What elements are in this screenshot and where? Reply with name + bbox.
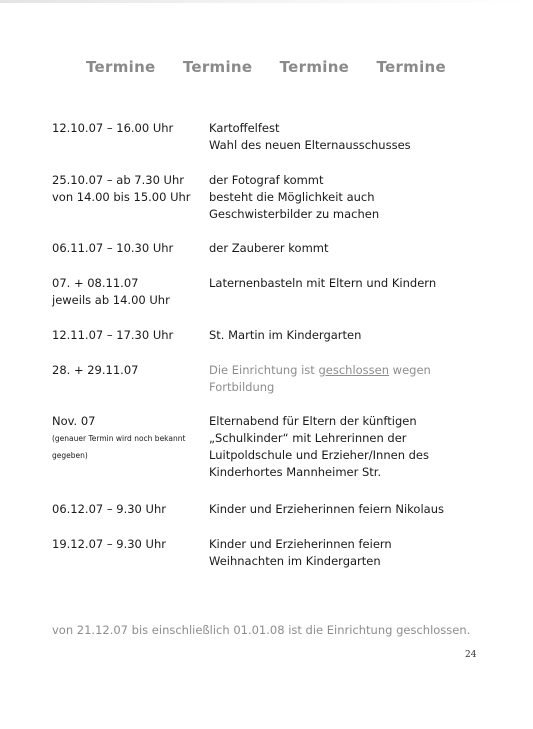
entry-event <box>209 413 479 481</box>
event-text: wegen <box>389 363 431 377</box>
event-line: St. Martin im Kindergarten <box>209 328 362 342</box>
entry-date <box>52 275 202 309</box>
date-line: 19.12.07 – 9.30 Uhr <box>52 537 166 551</box>
heading-word: Termine <box>376 58 446 76</box>
entry-date <box>52 172 202 206</box>
event-line: Kinderhortes Mannheimer Str. <box>209 465 382 479</box>
page-number: 24 <box>465 650 477 660</box>
entry-date <box>52 413 202 464</box>
event-line: Fortbildung <box>209 380 275 394</box>
date-line: 28. + 29.11.07 <box>52 363 139 377</box>
event-text-underlined: geschlossen <box>318 363 390 377</box>
event-line <box>209 362 479 379</box>
event-line: besteht die Möglichkeit auch <box>209 190 375 204</box>
event-line: Laternenbasteln mit Eltern und Kindern <box>209 276 437 290</box>
entry-date <box>52 240 202 257</box>
date-note: (genauer Termin wird noch bekannt gegeben) <box>52 434 186 460</box>
event-text: Die Einrichtung ist <box>209 363 319 377</box>
event-line: Wahl des neuen Elternausschusses <box>209 138 411 152</box>
event-line: Geschwisterbilder zu machen <box>209 207 380 221</box>
date-line: Nov. 07 <box>52 414 96 428</box>
entry-date <box>52 501 202 518</box>
date-line: 12.10.07 – 16.00 Uhr <box>52 121 174 135</box>
entry-event <box>209 327 479 344</box>
event-line: der Fotograf kommt <box>209 173 324 187</box>
entry-date <box>52 120 202 137</box>
date-line: jeweils ab 14.00 Uhr <box>52 293 170 307</box>
entry-event <box>209 240 479 257</box>
entry-event <box>209 501 479 518</box>
closing-note: von 21.12.07 bis einschließlich 01.01.08 ist die Einrichtung geschlossen. <box>52 623 471 637</box>
event-line: Kartoffelfest <box>209 121 280 135</box>
heading-word: Termine <box>182 58 253 76</box>
event-line: Kinder und Erzieherinnen feiern <box>209 537 392 551</box>
entry-date <box>52 327 202 344</box>
event-line: der Zauberer kommt <box>209 241 329 255</box>
date-line: 12.11.07 – 17.30 Uhr <box>52 328 174 342</box>
event-line: Elternabend für Eltern der künftigen <box>209 414 417 428</box>
event-line: Luitpoldschule und Erzieher/Innen des <box>209 448 429 462</box>
heading-word: Termine <box>86 58 156 76</box>
heading-word: Termine <box>279 58 350 76</box>
entry-date <box>52 362 202 379</box>
date-line: 07. + 08.11.07 <box>52 276 139 290</box>
entry-date <box>52 536 202 553</box>
entry-event <box>209 120 479 154</box>
entry-event <box>209 172 479 223</box>
event-line: „Schulkinder“ mit Lehrerinnen der <box>209 431 407 445</box>
date-line: 06.12.07 – 9.30 Uhr <box>52 502 166 516</box>
date-line: 25.10.07 – ab 7.30 Uhr <box>52 173 184 187</box>
date-line: von 14.00 bis 15.00 Uhr <box>52 190 191 204</box>
event-line: Kinder und Erzieherinnen feiern Nikolaus <box>209 502 444 516</box>
entry-event <box>209 362 479 396</box>
event-line: Weihnachten im Kindergarten <box>209 554 381 568</box>
entry-event <box>209 536 479 570</box>
date-line: 06.11.07 – 10.30 Uhr <box>52 241 174 255</box>
entry-event <box>209 275 479 292</box>
